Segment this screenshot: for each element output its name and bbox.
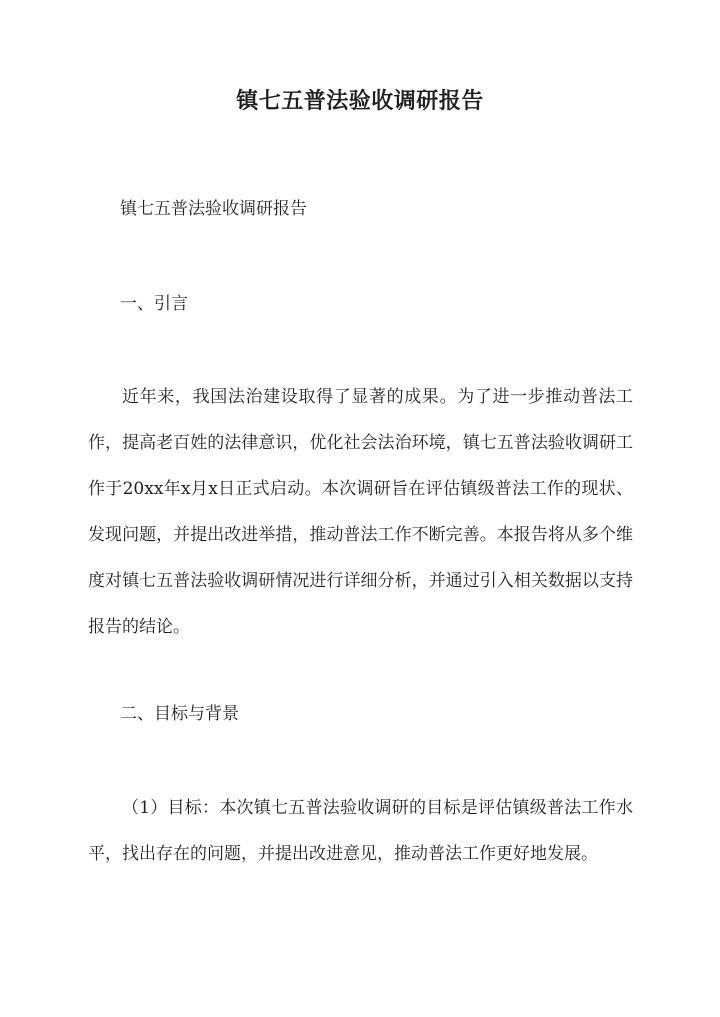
section-heading-introduction: 一、引言	[120, 294, 188, 314]
introduction-paragraph: 近年来，我国法治建设取得了显著的成果。为了进一步推动普法工作，提高老百姓的法律意识，优化社会法治环境，镇七五普法验收调研工作于20xx年x月x日正式启动。本次调研旨在评估镇级普法工作的现状、发现问题，并提出改进举措，推动普法工作不断完善。本报告将从多个维度对镇七五普法验收调研情况进行详细分析，并通过引入相关数据以支持报告的结论。	[88, 387, 633, 637]
document-subtitle: 镇七五普法验收调研报告	[120, 199, 307, 219]
goals-paragraph: （1）目标：本次镇七五普法验收调研的目标是评估镇级普法工作水平，找出存在的问题，并提出改进意见，推动普法工作更好地发展。	[88, 798, 633, 864]
section-heading-goals-background: 二、目标与背景	[120, 704, 239, 724]
document-title: 镇七五普法验收调研报告	[236, 88, 484, 114]
